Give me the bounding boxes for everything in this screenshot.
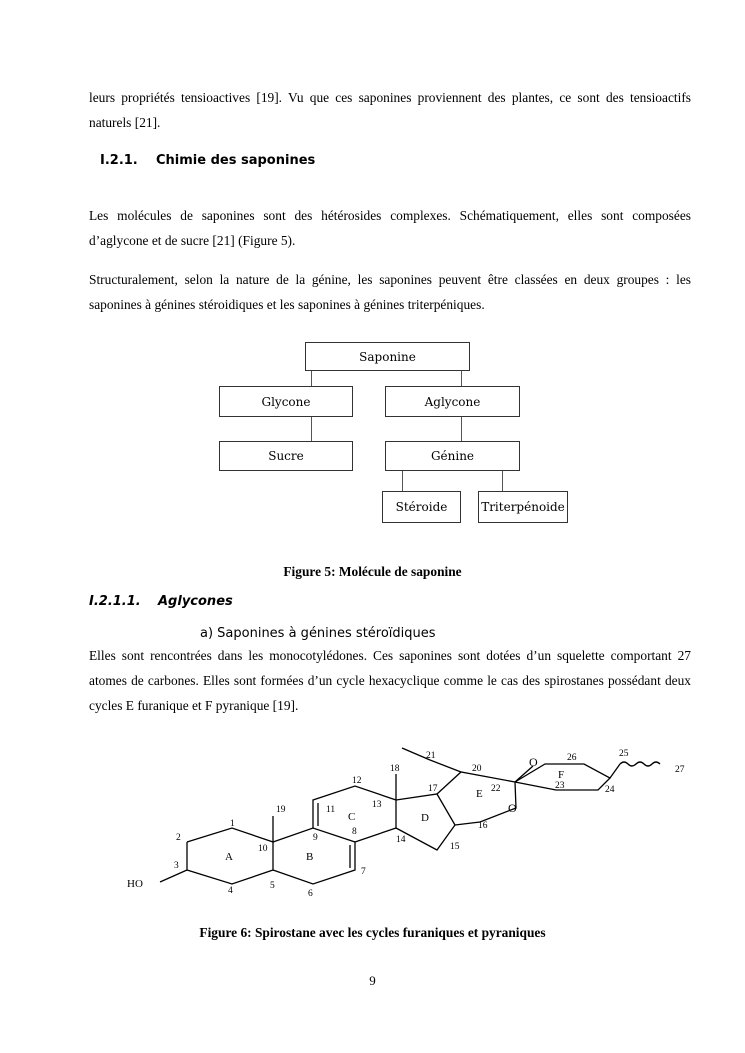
section-title-aglycones: Aglycones — [158, 594, 233, 609]
paragraph-structuralement: Structuralement, selon la nature de la génine, les saponines peuvent être classées en deux groupes : les saponines à génines stéroidiques et les saponines à génines triterpéniques. — [89, 272, 691, 312]
ring-a-label: A — [225, 851, 233, 863]
atom-number: 17 — [428, 784, 438, 794]
atom-number: 10 — [258, 844, 268, 854]
atom-number: 19 — [276, 805, 286, 815]
atom-number: 13 — [372, 800, 382, 810]
box-triterpenoide: Triterpénoide — [478, 491, 568, 523]
ho-label: HO — [127, 878, 143, 890]
section-title-chimie: Chimie des saponines — [156, 153, 316, 168]
atom-number: 15 — [450, 842, 460, 852]
atom-number: 24 — [605, 785, 615, 795]
atom-number: 26 — [567, 753, 577, 763]
atom-number: 22 — [491, 784, 501, 794]
page-number: 9 — [369, 973, 376, 988]
atom-number: 9 — [313, 833, 318, 843]
ring-d-label: D — [421, 812, 429, 824]
subsection-a-title: a) Saponines à génines stéroïdiques — [200, 626, 436, 641]
atom-number: 25 — [619, 749, 629, 759]
figure-5-caption: Figure 5: Molécule de saponine — [283, 564, 462, 579]
atom-number: 3 — [174, 861, 179, 871]
atom-number: 18 — [390, 764, 400, 774]
box-aglycone: Aglycone — [385, 386, 520, 417]
ring-c-label: C — [348, 811, 356, 823]
figure-6-caption: Figure 6: Spirostane avec les cycles furaniques et pyraniques — [199, 925, 546, 940]
atom-number: 6 — [308, 889, 313, 899]
box-saponine: Saponine — [305, 342, 470, 371]
atom-number: 12 — [352, 776, 362, 786]
paragraph-molecules: Les molécules de saponines sont des hétérosides complexes. Schématiquement, elles sont composées d’aglycone et de sucre [21] (Figure 5). — [89, 208, 691, 248]
box-steroide: Stéroide — [382, 491, 461, 523]
atom-number: 11 — [326, 805, 336, 815]
section-number-1-2-1-1: I.2.1.1. — [89, 594, 141, 609]
atom-number: 16 — [478, 821, 488, 831]
paragraph-monocotyledones: Elles sont rencontrées dans les monocotylédones. Ces saponines sont dotées d’un squelette comportant 27 atomes de carbones. Elles sont formées d’un cycle hexacyclique comme le cas des spirostanes possédant deux cycles E furanique et F pyranique [19]. — [89, 648, 691, 713]
atom-number: 27 — [675, 765, 685, 775]
ring-e-label: E — [476, 788, 483, 800]
atom-number: 4 — [228, 886, 233, 896]
atom-number: 14 — [396, 835, 406, 845]
atom-number: 1 — [230, 819, 235, 829]
section-number-1-2-1: I.2.1. — [100, 153, 138, 168]
atom-number: 7 — [361, 867, 366, 877]
oxygen-label-top: O — [529, 755, 538, 769]
ring-f-label: F — [558, 769, 565, 781]
box-glycone: Glycone — [219, 386, 353, 417]
atom-number: 21 — [426, 751, 436, 761]
paragraph-intro: leurs propriétés tensioactives [19]. Vu que ces saponines proviennent des plantes, ce sont des tensioactifs naturels [21]. — [89, 90, 691, 130]
box-genine: Génine — [385, 441, 520, 471]
atom-number: 23 — [555, 781, 565, 791]
atom-number: 2 — [176, 833, 181, 843]
ring-b-label: B — [306, 851, 314, 863]
oxygen-label-ring: O — [508, 801, 517, 815]
box-sucre: Sucre — [219, 441, 353, 471]
atom-number: 20 — [472, 764, 482, 774]
atom-number: 8 — [352, 827, 357, 837]
atom-number: 5 — [270, 881, 275, 891]
